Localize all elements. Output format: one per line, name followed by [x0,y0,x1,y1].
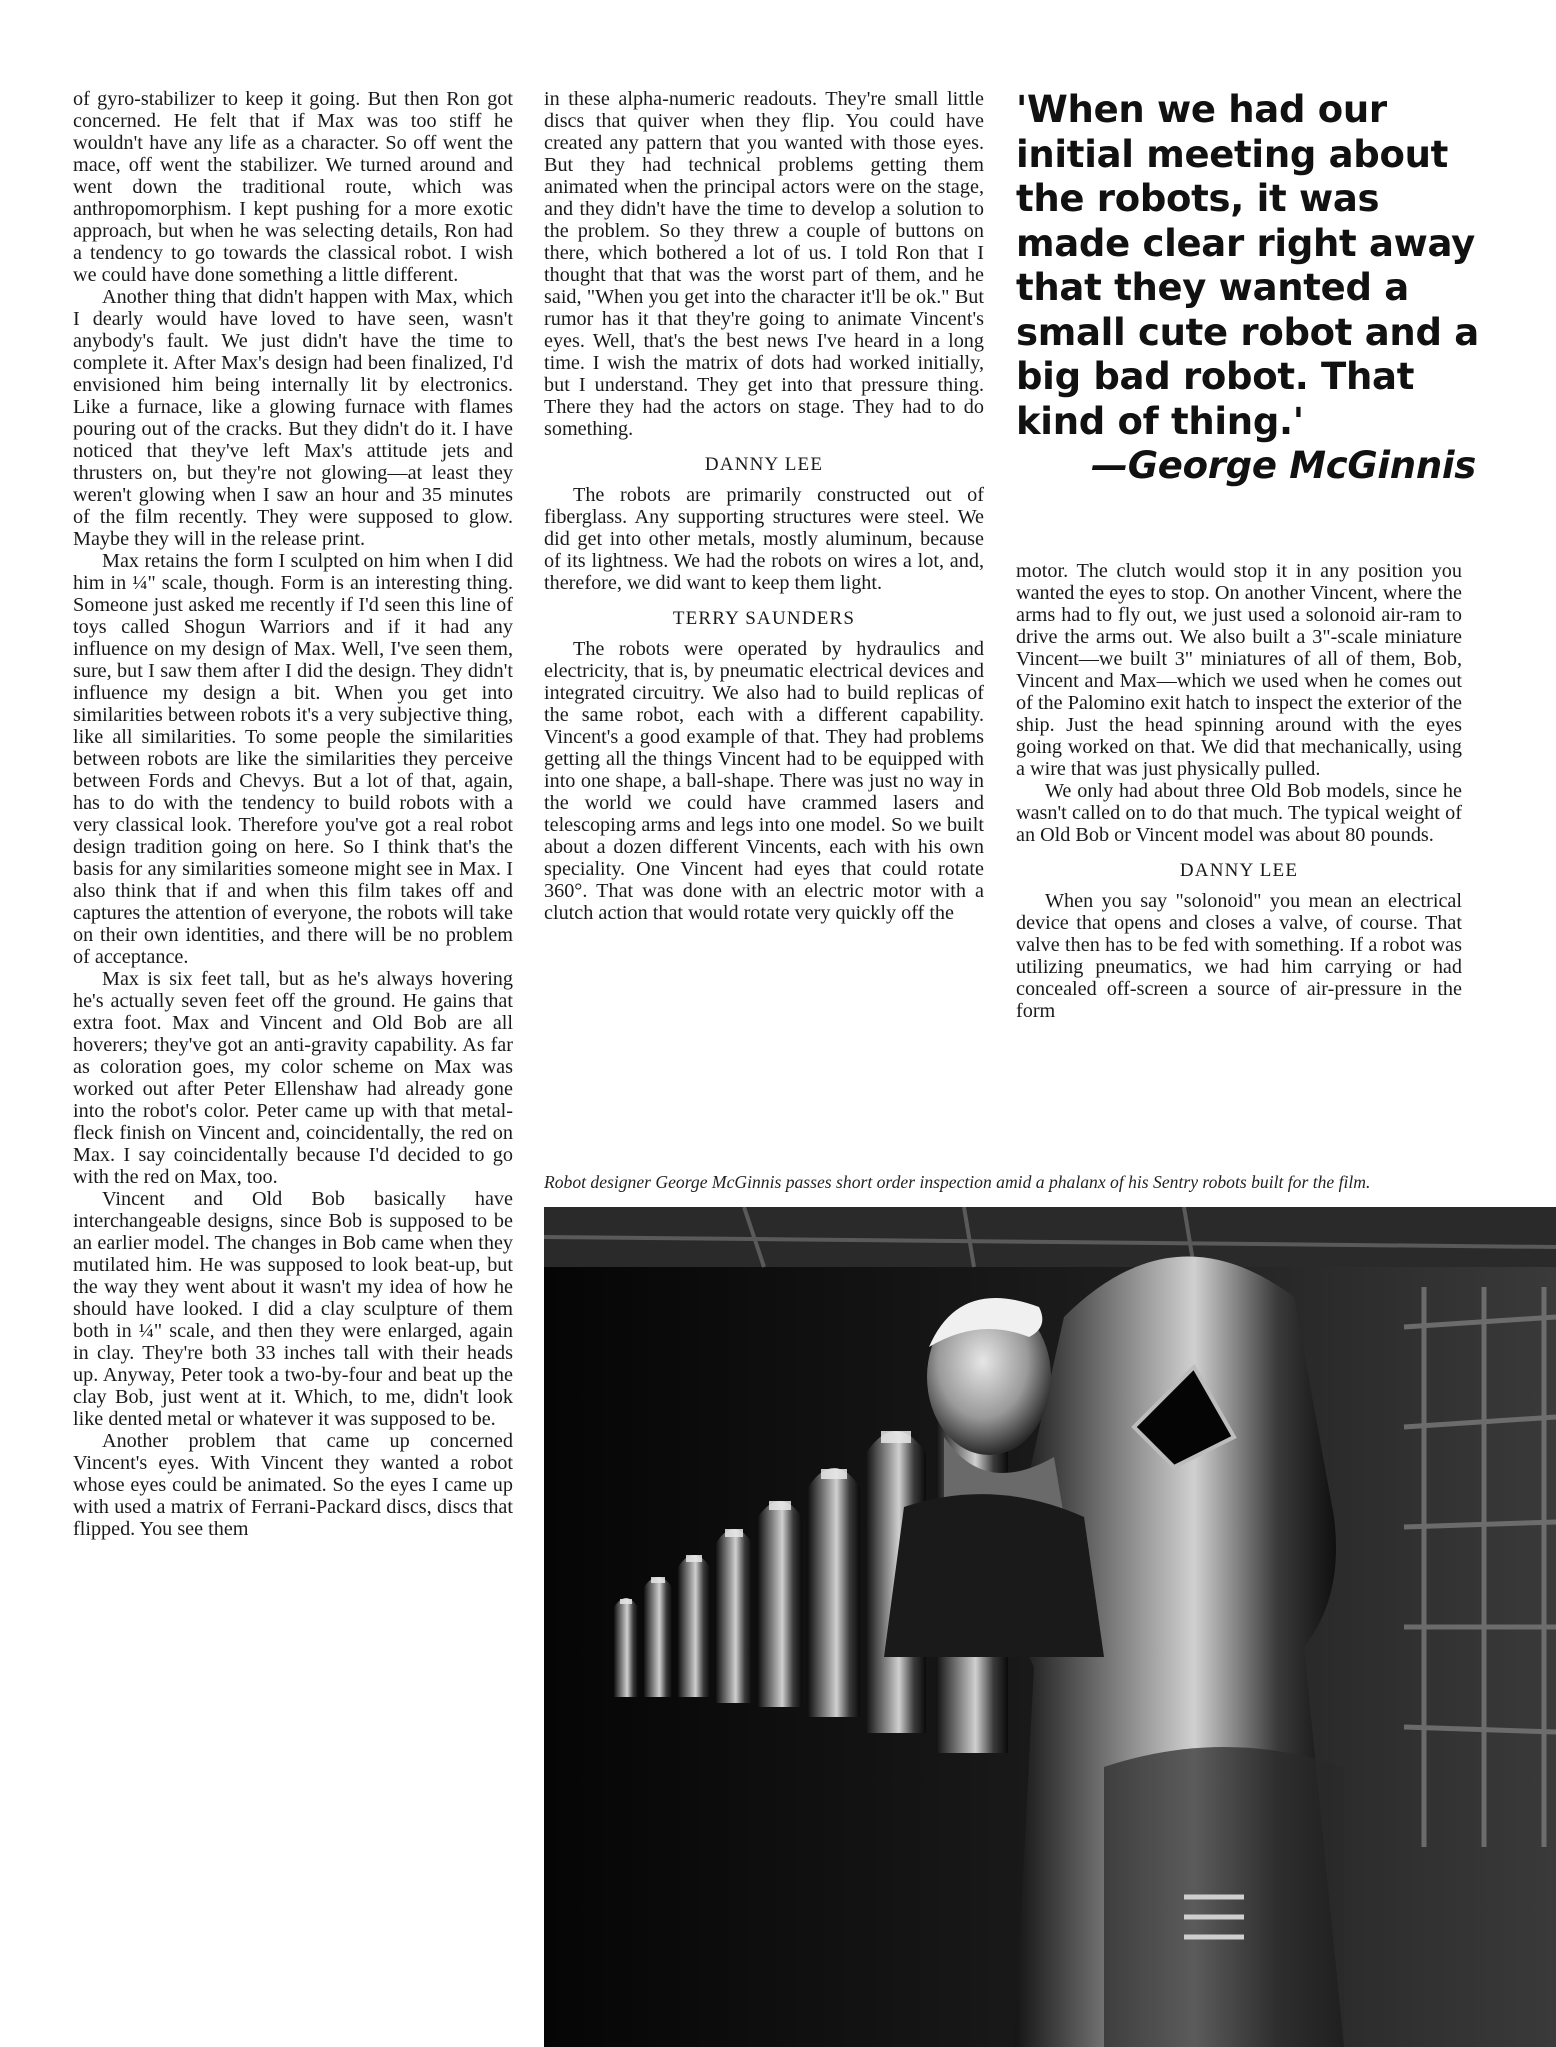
column1-paragraph-5: Vincent and Old Bob basically have interchangeable designs, since Bob is supposed to be an earlier model. The changes in Bob came when they mutilated him. He was supposed to look beat-up, but the way they went about it wasn't my idea of how he should have looked. I did a clay sculpture of them both in ¼" scale, and then they were enlarged, again in clay. They're both 33 inches tall with their heads up. Anyway, Peter took a two-by-four and beat up the clay Bob, just went at it. Which, to me, didn't look like dented metal or whatever it was supposed to be. [73,1188,513,1430]
column2-paragraph-1: in these alpha-numeric readouts. They're small little discs that quiver when they flip. You could have created any pattern that you wanted with those eyes. But they had technical problems getting them animated when the principal actors were on the stage, and they didn't have the time to develop a solution to the problem. So they threw a couple of buttons on there, which bothered a lot of us. I told Ron that I thought that that was the worst part of them, and he said, "When you get into the character it'll be ok." But rumor has it that they're going to animate Vincent's eyes. Well, that's the best news I've heard in a long time. I wish the matrix of dots had worked initially, but I understand. They get into that pressure thing. There they had the actors on stage. They had to do something. [544,88,984,440]
pull-quote-text: 'When we had our initial meeting about the robots, it was made clear right away that they wanted a small cute robot and a big bad robot. That kind of thing.' [1016,88,1479,443]
column1-paragraph-1: of gyro-stabilizer to keep it going. But then Ron got concerned. He felt that if Max was too stiff he wouldn't have any life as a character. So off went the mace, off went the stabilizer. We turned around and went down the traditional route, which was anthropomorphism. I kept pushing for a more exotic approach, but when he was selecting details, Ron had a tendency to go towards the classical robot. I wish we could have done something a little different. [73,88,513,286]
column1-paragraph-3: Max retains the form I sculpted on him when I did him in ¼" scale, though. Form is an interesting thing. Someone just asked me recently if I'd seen this line of toys called Shogun Warriors and if it had any influence on my design of Max. Well, I've seen them, sure, but I saw them after I did the design. They didn't influence my design a bit. When you get into similarities between robots it's a very subjective thing, like all similarities. To some people the similarities between robots are like the similarities they perceive between Fords and Chevys. But a lot of that, again, has to do with the tendency to build robots with a very classical look. Therefore you've got a real robot design tradition going on here. So I think that's the basis for any similarities someone might see in Max. I also think that if and when this film takes off and captures the attention of everyone, the robots will take on their own identities, and there will be no problem of acceptance. [73,550,513,968]
column3-paragraph-1: motor. The clutch would stop it in any position you wanted the eyes to stop. On another Vincent, where the arms had to fly out, we just used a solonoid air-ram to drive the arms out. We also built a 3"-scale miniature Vincent—we built 3" miniatures of all of them, Bob, Vincent and Max—which we used when he comes out of the Palomino exit hatch to inspect the exterior of the ship. Just the head spinning around with the eyes going worked on that. We did that mechanically, using a wire that was just physically pulled. [1016,560,1462,780]
column2-section1-paragraph: The robots are primarily constructed out of fiberglass. Any supporting structures were steel. We did get into other metals, mostly aluminum, because of its lightness. We had the robots on wires a lot, and, therefore, we did want to keep them light. [544,484,984,594]
speaker-heading-danny-lee-2: DANNY LEE [1179,860,1299,881]
column1-paragraph-2: Another thing that didn't happen with Max, which I dearly would have loved to have seen, wasn't anybody's fault. We just didn't have the time to complete it. After Max's design had been finalized, I'd envisioned him being internally lit by electronics. Like a furnace, like a glowing furnace with flames pouring out of the cracks. But they didn't do it. I have noticed that they've left Max's attitude jets and thrusters on, but they're not glowing—at least they weren't glowing when I saw an hour and 35 minutes of the film recently. They were supposed to glow. Maybe they will in the release print. [73,286,513,550]
column3-paragraph-2: We only had about three Old Bob models, since he wasn't called on to do that much. The typical weight of an Old Bob or Vincent model was about 80 pounds. [1016,780,1462,846]
photo-caption: Robot designer George McGinnis passes short order inspection amid a phalanx of his Sentry robots built for the film. [544,1172,1371,1192]
speaker-heading-danny-lee: DANNY LEE [704,454,824,475]
column1-paragraph-4: Max is six feet tall, but as he's always hovering he's actually seven feet off the ground. He gains that extra foot. Max and Vincent and Old Bob are all hoverers; they've got an anti-gravity capability. As far as coloration goes, my color scheme on Max was worked out after Peter Ellenshaw had already gone into the robot's color. Peter came up with that metal-fleck finish on Vincent and, coincidentally, the red on Max. I say coincidentally because I'd decided to go with the red on Max, too. [73,968,513,1188]
pull-quote [1016,88,1486,489]
article-photo [544,1207,1556,2047]
article-column-1 [73,88,513,1540]
article-column-3 [1016,560,1462,1022]
pull-quote-attribution: —George McGinnis [1091,444,1476,487]
article-column-2 [544,88,984,924]
column3-section-paragraph: When you say "solonoid" you mean an electrical device that opens and closes a valve, of course. That valve then has to be fed with something. If a robot was utilizing pneumatics, we had him carrying or had concealed off-screen a source of air-pressure in the form [1016,890,1462,1022]
column2-section2-paragraph: The robots were operated by hydraulics and electricity, that is, by pneumatic electrical devices and integrated circuitry. We also had to build replicas of the same robot, each with a different capability. Vincent's a good example of that. They had problems getting all the things Vincent had to be equipped with into one shape, a ball-shape. There was just no way in the world we could have crammed lasers and telescoping arms and legs into one model. So we built about a dozen different Vincents, each with his own speciality. One Vincent had eyes that could rotate 360°. That was done with an electric motor with a clutch action that would rotate very quickly off the [544,638,984,924]
column1-paragraph-6: Another problem that came up concerned Vincent's eyes. With Vincent they wanted a robot whose eyes could be animated. So the eyes I came up with used a matrix of Ferrani-Packard discs, discs that flipped. You see them [73,1430,513,1540]
robot-lineup-photo [544,1207,1556,2047]
speaker-heading-terry-saunders: TERRY SAUNDERS [672,608,856,629]
